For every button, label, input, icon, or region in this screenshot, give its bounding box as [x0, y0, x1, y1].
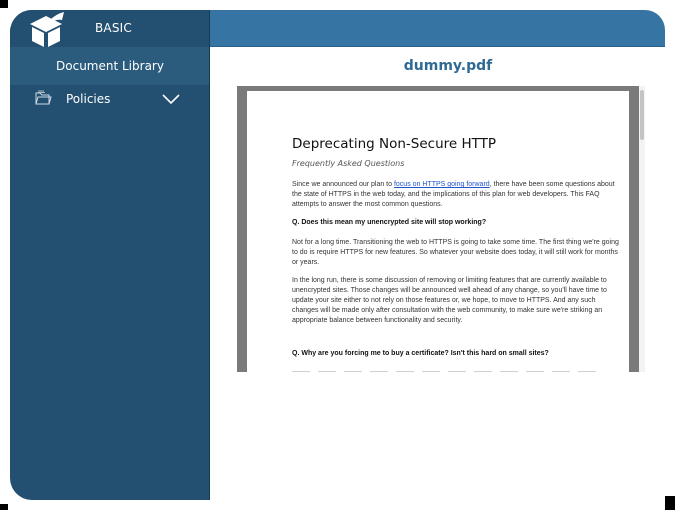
pdf-scrollbar[interactable] — [639, 86, 645, 372]
sidebar-item-policies[interactable] — [10, 85, 210, 115]
pdf-text: Since we announced our plan to — [292, 181, 394, 188]
pdf-answer-1b: In the long run, there is some discussion of removing or limiting features that are currently available to unencrypted sites. Those changes will be announced well ahead of any change, so you'll have time to update your site either to not rely on those features or, we hope, to move to HTTPS. And any such changes will be made only after consultation with the web community, to make sure we're striking an appropriate balance between functionality and security. — [292, 277, 607, 324]
pdf-heading: Deprecating Non-Secure HTTP — [292, 136, 497, 152]
brand-label: BASIC — [95, 21, 132, 35]
pdf-cutoff-text — [292, 371, 602, 372]
document-title: dummy.pdf — [403, 58, 493, 74]
pdf-viewer[interactable] — [237, 86, 639, 372]
pdf-question-1: Q. Does this mean my unencrypted site will stop working? — [292, 219, 487, 226]
sidebar-item-document-library[interactable] — [10, 47, 210, 85]
pdf-scroll-thumb[interactable] — [640, 90, 644, 140]
screen-corner — [0, 504, 8, 510]
pdf-subheading: Frequently Asked Questions — [292, 159, 405, 168]
pdf-text: , there have been some questions about the state of HTTPS in the web today, and the implications of this plan for web developers. This FAQ attempts to answer the most common questions. — [292, 181, 615, 208]
top-bar — [210, 10, 665, 47]
folder-icon — [34, 90, 52, 106]
screen-corner — [0, 0, 8, 8]
sidebar-item-label: Policies — [66, 92, 111, 106]
pdf-link-https[interactable]: focus on HTTPS going forward — [393, 181, 490, 188]
open-box-icon — [28, 12, 64, 48]
brand-header — [10, 10, 210, 47]
sidebar-item-label: Document Library — [56, 59, 164, 73]
chevron-down-icon[interactable] — [161, 91, 181, 105]
sidebar — [10, 10, 210, 500]
pdf-question-2: Q. Why are you forcing me to buy a certificate? Isn't this hard on small sites? — [292, 350, 549, 357]
pdf-answer-1: Not for a long time. Transitioning the web to HTTPS is going to take some time. The first thing we're going to do is require HTTPS for new features. So whatever your website does today, it will still work for months or years. — [292, 239, 619, 266]
screen-corner — [665, 496, 675, 510]
pdf-intro-paragraph — [292, 180, 622, 210]
pdf-page — [247, 91, 629, 372]
